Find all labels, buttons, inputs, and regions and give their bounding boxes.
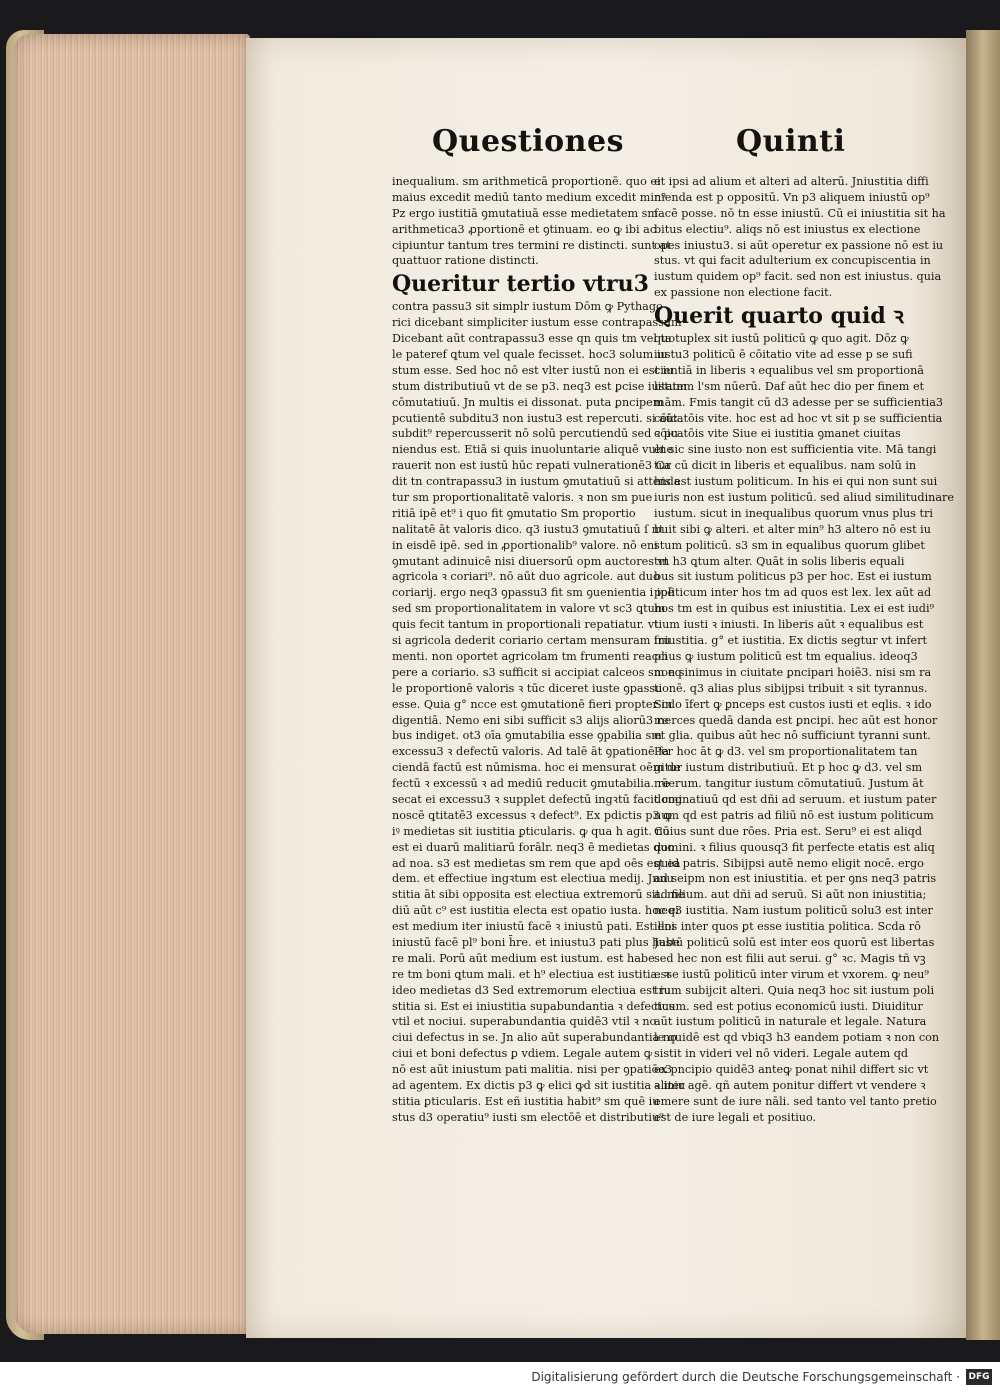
text-line: iꝰ medietas sit iustitia ꝑticularis. ꝙ qua h agit. nō bbox=[392, 824, 670, 838]
text-line: pere a coriario. s3 sufficit si accipiat calceos sm eq bbox=[392, 665, 682, 679]
text-line: pcutientē subditu3 non iustu3 est repercuti. si aūt bbox=[392, 411, 678, 425]
text-line: niendus est. Etiā si quis inuoluntarie aliquē vulne bbox=[392, 443, 674, 457]
text-line: politicum inter hos tm ad quos est lex. lex aūt ad bbox=[654, 586, 932, 600]
text-line: nō est aūt iniustum pati malitia. nisi per ꝯpatiōe3 bbox=[392, 1063, 673, 1077]
text-line: opes iniustu3. si aūt operetur ex passione nō est iu bbox=[654, 238, 944, 252]
text-line: non sinimus in ciuitate ꝑncipari hoiē3. nisi sm ra bbox=[654, 665, 932, 679]
text-line: bus indiget. ot3 oīa ꝯmutabilia esse ꝯpabilia sm bbox=[392, 729, 662, 743]
text-line: ad noa. s3 est medietas sm rem que apd oēs est ea bbox=[392, 856, 681, 870]
text-line: digentiā. Nemo eni sibi sufficit s3 alijs aliorū3 re bbox=[392, 713, 669, 727]
text-line: stitia si. Est ei iniustitia supabundantia ꝛ defectus bbox=[392, 999, 675, 1013]
credit-text: Digitalisierung gefördert durch die Deutsche Forschungsgemeinschaft · bbox=[531, 1370, 960, 1384]
text-line: et sic sine iusto non est sufficientia vite. Mā tangi bbox=[654, 443, 937, 457]
text-line: menti. non oportet agricolam tm frumenti reacci bbox=[392, 649, 668, 663]
text-line: rauerit non est iustū hūc repati vulnerationē3 Ca bbox=[392, 459, 671, 473]
text-line: stum politicū. s3 sm in equalibus quorum glibet bbox=[654, 538, 925, 552]
book-page bbox=[246, 38, 966, 1338]
text-line: le pateref ꝗtum vel quale fecisset. hoc3 solum iu bbox=[392, 348, 668, 362]
section-heading: Queritur tertio vtru3 bbox=[392, 271, 649, 298]
book-cover-right bbox=[966, 30, 1000, 1340]
text-line: iustum. sicut in inequalibus quorum vnus plus tri bbox=[654, 506, 933, 520]
text-line: est de iure legali et positiuo. bbox=[654, 1110, 817, 1124]
text-line: arithmetica3 ꝓportionē et ꝯtinuam. eo ꝙ ibi ac bbox=[392, 222, 657, 236]
text-line: iuris non est iustum politicū. sed aliud similitudinare bbox=[654, 491, 954, 505]
text-line: inequalium. sm arithmeticā proportionē. quo ei bbox=[392, 175, 661, 188]
text-line: nūerum. tangitur iustum cōmutatiuū. Justum āt bbox=[654, 777, 924, 791]
text-column-left bbox=[392, 174, 687, 1126]
text-line: si agricola dederit coriario certam mensuram fru bbox=[392, 634, 671, 648]
text-line: noscē ꝗtitatē3 excessus ꝛ defect⁹. Ex pdictis p3 ꝙ bbox=[392, 808, 672, 822]
text-line: tionē. q3 alias plus sibijpsi tribuit ꝛ sit tyrannus. bbox=[654, 681, 928, 695]
text-line: esse. Quia g° ncce est ꝯmutationē fieri propter in bbox=[392, 697, 673, 711]
text-line: iustu3 politicū ē cōitatio vite ad esse p se sufi bbox=[654, 348, 913, 362]
text-line: aūt iustum politicū in naturale et legale. Natura bbox=[654, 1015, 927, 1029]
running-head-left: Questiones bbox=[432, 124, 624, 159]
text-line: sed sm proportionalitatem in valore vt sc3 ꝗtum bbox=[392, 602, 666, 616]
text-line: quid patris. Sibijpsi autē nemo eligit nocē. ergo bbox=[654, 856, 924, 870]
text-line: ꝯmutant adinuicē nisi diuersorū opm auctores vt bbox=[392, 554, 669, 568]
text-line: maius excedit mediū tanto medium excedit min⁹ bbox=[392, 190, 666, 204]
text-column-right bbox=[654, 174, 954, 1126]
text-line: gitur iustum distributiuū. Et p hoc ꝙ d3. vel sm bbox=[654, 761, 923, 775]
text-line: hos tm est in quibus est iniustitia. Lex ei est iudi⁹ bbox=[654, 602, 935, 616]
text-line: coriarij. ergo neq3 ꝯpassu3 fit sm ꝯuenientia i ipē bbox=[392, 586, 675, 600]
text-line: est ei duarū malitiarū forālr. neq3 ē medietas quo bbox=[392, 840, 675, 854]
text-line: his est iustum politicum. In his ei qui non sunt sui bbox=[654, 475, 938, 489]
text-line: Scdo īfert ꝙ ꝑnceps est custos iusti et eqlis. ꝛ ido bbox=[654, 697, 932, 711]
text-line: cōicatōis vite. hoc est ad hoc vt sit p se sufficientia bbox=[654, 411, 943, 425]
text-line: dominatiuū qd est dñi ad seruum. et iustum pater bbox=[654, 792, 937, 806]
text-line: stum distributiuū vt de se p3. neq3 est ꝑcise iustum bbox=[392, 379, 687, 393]
text-line: dem. et effectiue ingꝛtum est electiua medij. Jnnu bbox=[392, 872, 674, 886]
text-line: tm h3 ꝗtum alter. Quāt in solis liberis equali bbox=[654, 554, 905, 568]
text-line: iniustitia. g° et iustitia. Ex dictis segtur vt infert bbox=[654, 634, 927, 648]
text-line: iniustū facē pl⁹ boni h̄re. et iniustu3 pati plus habe bbox=[392, 935, 680, 949]
text-line: ritiā ipē et⁹ i quo fit ꝯmutatio Sm proportio bbox=[392, 506, 636, 520]
text-line: tur sm proportionalitatē valoris. ꝛ non sm pue bbox=[392, 491, 653, 505]
text-line: agricola ꝛ coriari⁹. nō aūt duo agricole. aut duo bbox=[392, 570, 660, 584]
text-line: excessu3 ꝛ defectū valoris. Ad talē āt ꝯpationē fa bbox=[392, 745, 670, 759]
text-line: tium iusti ꝛ iniusti. In liberis aūt ꝛ equalibus est bbox=[654, 618, 924, 632]
text-line: tur cū dicit in liberis et equalibus. nam solū in bbox=[654, 459, 917, 473]
text-line: secat ei excessu3 ꝛ supplet defectū ingꝛtū facit cog bbox=[392, 792, 683, 806]
text-line: mām. Fmis tangit cū d3 adesse per se sufficientia3 bbox=[654, 395, 943, 409]
text-line: re mali. Porū aūt medium est iustum. est habe bbox=[392, 951, 655, 965]
text-line: litatem l'sm nūerū. Daf aūt hec dio per finem et bbox=[654, 379, 925, 393]
dfg-logo: DFG bbox=[966, 1369, 992, 1385]
text-line: neq3 iustitia. Nam iustum politicū solu3 est inter bbox=[654, 904, 933, 918]
text-line: Cuius sunt due rōes. Pria est. Seru⁹ ei est aliqd bbox=[654, 824, 922, 838]
text-line: ad seipm non est iniustitia. et per ꝯns neq3 patris bbox=[654, 872, 937, 886]
text-line: fectū ꝛ excessū ꝛ ad mediū reducit ꝯmutabilia. re bbox=[392, 777, 670, 791]
text-line: ciui et boni defectus ꝑ vdiem. Legale autem ꝙ bbox=[392, 1047, 653, 1061]
text-line: le proportionē valoris ꝛ tūc diceret iuste ꝯpassu bbox=[392, 681, 663, 695]
text-line: re tm boni ꝗtum mali. et h⁹ electiua est iustitia. ꝛ bbox=[392, 967, 670, 981]
text-line: nalitatē āt valoris dico. q3 iustu3 ꝯmutatiuū ſ nt bbox=[392, 522, 664, 536]
text-line: ciendā factū est nūmisma. hoc ei mensurat oēm de bbox=[392, 761, 681, 775]
digitization-credit-bar bbox=[0, 1362, 1000, 1392]
text-line: esse iustū politicū inter virum et vxorem. ꝙ neu⁹ bbox=[654, 967, 929, 981]
text-line: nienda est p oppositū. Vn p3 aliquem iniustū op⁹ bbox=[654, 190, 930, 204]
text-line: ad filium. aut dñi ad seruū. Si aūt non iniustitia; bbox=[654, 888, 927, 902]
text-line: diū aūt c⁹ est iustitia electa est opatio iusta. hoc ei bbox=[392, 904, 679, 918]
text-line: quattuor ratione distincti. bbox=[392, 254, 539, 268]
text-line: rici dicebant simpliciter iustum esse contrapassum bbox=[392, 316, 682, 330]
text-line: merces quedā danda est ꝑncipi. hec aūt est honor bbox=[654, 713, 938, 727]
section-heading: Querit quarto quid ꝛ bbox=[654, 303, 904, 330]
text-line: stus. vt qui facit adulterium ex concupiscentia in bbox=[654, 254, 931, 268]
text-line: iustum quidem op⁹ facit. sed non est iniustus. quia bbox=[654, 270, 942, 284]
text-line: quotuplex sit iustū politicū ꝙ quo agit. Dōz ꝙ bbox=[654, 332, 909, 346]
text-line: aliter agē. qñ autem ponitur differt vt vendere ꝛ bbox=[654, 1078, 926, 1092]
text-line: stitia ꝑticularis. Est eñ iustitia habit⁹ sm quē iu bbox=[392, 1094, 660, 1108]
text-line: stus d3 operatiu⁹ iusti sm electōē et distributiu⁹ bbox=[392, 1110, 664, 1124]
text-line: Per hoc āt ꝙ d3. vel sm proportionalitatem tan bbox=[654, 745, 918, 759]
text-line: facē posse. nō tn esse iniustū. Cū ei iniustitia sit ha bbox=[654, 206, 946, 220]
text-line: ticum. sed est potius economicū iusti. Diuiditur bbox=[654, 999, 923, 1013]
text-line: cipiuntur tantum tres termini re distincti. sunt at bbox=[392, 238, 671, 252]
text-line: bus sit iustum politicus p3 per hoc. Est ei iustum bbox=[654, 570, 932, 584]
text-line: stum esse. Sed hoc nō est vlter iustū non ei est iu bbox=[392, 363, 674, 377]
text-line: sed hec non est filii aut serui. g° ꝛc. Magis tñ vꝫ bbox=[654, 951, 926, 965]
text-line: num qd est patris ad filiū nō est iustum politicum bbox=[654, 808, 934, 822]
text-line: domini. ꝛ filius quousq3 fit perfecte etatis est aliq bbox=[654, 840, 935, 854]
text-line: in eisdē ipē. sed in ꝓportionalib⁹ valore. nō eni bbox=[392, 538, 658, 552]
text-line: Pz ergo iustitiā ꝯmutatiuā esse medietatem sm bbox=[392, 206, 659, 220]
text-line: Justū politicū solū est inter eos quorū est libertas bbox=[654, 935, 935, 949]
text-line: ciui defectus in se. Jn alio aūt superabundantia no bbox=[392, 1031, 677, 1045]
page-block-fore-edge bbox=[14, 34, 250, 1334]
running-head-right: Quinti bbox=[736, 124, 846, 159]
text-line: illos inter quos ꝑt esse iustitia politica. Scda rō bbox=[654, 920, 921, 934]
text-line: trum subijcit alteri. Quia neq3 hoc sit iustum poli bbox=[654, 983, 935, 997]
text-line: phus ꝙ iustum politicū est tm equalius. ideoq3 bbox=[654, 649, 918, 663]
text-line: et ipsi ad alium et alteri ad alterū. Jniustitia diffi bbox=[654, 175, 929, 188]
text-line: quis fecit tantum in proportionali repatiatur. vt bbox=[392, 618, 659, 632]
text-line: cientiā in liberis ꝛ equalibus vel sm proportionā bbox=[654, 363, 924, 377]
text-line: dit tn contrapassu3 in iustum ꝯmutatiuū si attenda bbox=[392, 475, 681, 489]
text-line: le quidē est qd vbiq3 h3 eandem potiam ꝛ non con bbox=[654, 1031, 940, 1045]
text-line: ex pncipio quidē3 anteꝙ ponat nihil differt sic vt bbox=[654, 1063, 929, 1077]
text-line: cōicatōis vite Siue ei iustitia ꝯmanet ciuitas bbox=[654, 427, 901, 441]
text-line: stitia āt sibi opposita est electiua extremorū sit. me bbox=[392, 888, 685, 902]
text-line: ex passione non electione facit. bbox=[654, 286, 833, 300]
text-line: sistit in videri vel nō videri. Legale autem qd bbox=[654, 1047, 909, 1061]
text-line: emere sunt de iure nāli. sed tanto vel tanto pretio bbox=[654, 1094, 937, 1108]
text-line: bitus electiu⁹. aliqs nō est iniustus ex electione bbox=[654, 222, 921, 236]
text-line: est medium iter iniustū facē ꝛ iniustū pati. Est eni bbox=[392, 920, 675, 934]
text-line: ideo medietas d3 Sed extremorum electiua est iu bbox=[392, 983, 671, 997]
text-line: et glia. quibus aūt hec nō sufficiunt tyranni sunt. bbox=[654, 729, 931, 743]
text-line: vtil et nociui. superabundantia quidē3 vtil ꝛ no bbox=[392, 1015, 657, 1029]
text-line: buit sibi ꝙ alteri. et alter min⁹ h3 altero nō est iu bbox=[654, 522, 931, 536]
text-line: subdit⁹ repercusserit nō solū percutiendū sed ꝛ pu bbox=[392, 427, 679, 441]
text-line: Dicebant aūt contrapassu3 esse qn quis tm vel ta bbox=[392, 332, 672, 346]
text-line: cōmutatiuū. Jn multis ei dissonat. puta ꝑncipem bbox=[392, 395, 664, 409]
text-line: contra passu3 sit simplr iustum Dōm ꝙ Pythago bbox=[392, 300, 663, 314]
text-line: ad agentem. Ex dictis p3 ꝙ elici ꝙd sit iustitia ꝛ iniu bbox=[392, 1078, 686, 1092]
